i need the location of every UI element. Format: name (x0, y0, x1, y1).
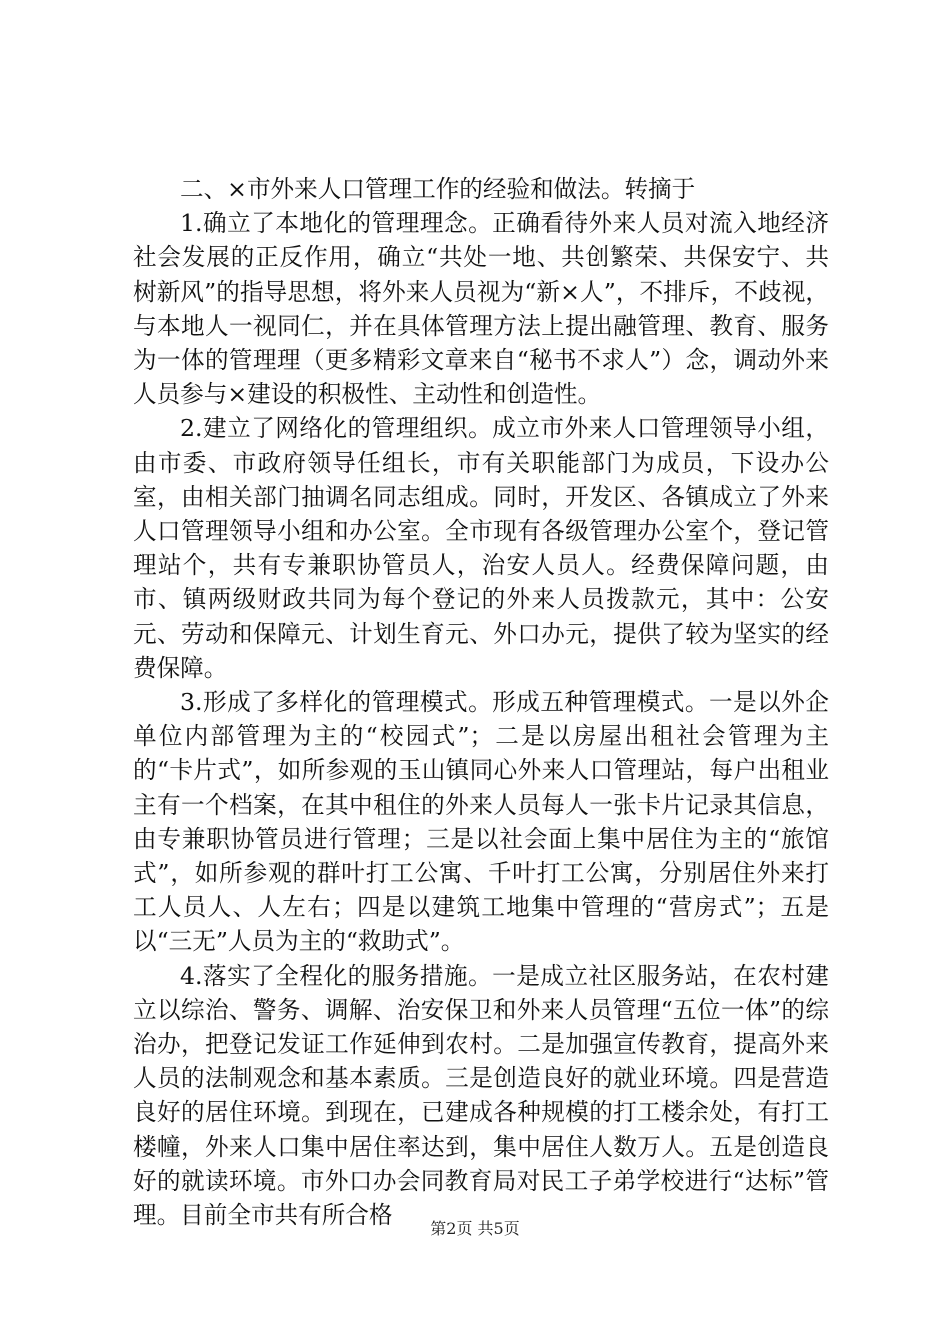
paragraph-2: 2.建立了网络化的管理组织。成立市外来人口管理领导小组，由市委、市政府领导任组长，市有关职能部门为成员，下设办公室，由相关部门抽调名同志组成。同时，开发区、各镇成立了外来人口管理领导小组和办公室。全市现有各级管理办公室个，登记管理站个，共有专兼职协管员人，治安人员人。经费保障问题，由市、镇两级财政共同为每个登记的外来人员拨款元，其中：公安元、劳动和保障元、计划生育元、外口办元，提供了较为坚实的经费保障。 (133, 414, 829, 682)
paragraph-4: 4.落实了全程化的服务措施。一是成立社区服务站，在农村建立以综治、警务、调解、治安保卫和外来人员管理“五位一体”的综治办，把登记发证工作延伸到农村。二是加强宣传教育，提高外来人员的法制观念和基本素质。三是创造良好的就业环境。四是营造良好的居住环境。到现在，已建成各种规模的打工楼余处，有打工楼幢，外来人口集中居住率达到，集中居住人数万人。五是创造良好的就读环境。市外口办会同教育局对民工子弟学校进行“达标”管理。目前全市共有所合格 (133, 961, 829, 1230)
paragraph-1: 1.确立了本地化的管理理念。正确看待外来人员对流入地经济社会发展的正反作用，确立“共处一地、共创繁荣、共保安宁、共树新风”的指导思想，将外来人员视为“新×人”，不排斥，不歧视，与本地人一视同仁，并在具体管理方法上提出融管理、教育、服务为一体的管理理（更多精彩文章来自“秘书不求人”）念，调动外来人员参与×建设的积极性、主动性和创造性。 (133, 209, 829, 409)
page-footer: 第2页 共5页 (430, 1219, 520, 1238)
paragraph-3: 3.形成了多样化的管理模式。形成五种管理模式。一是以外企单位内部管理为主的“校园式”；二是以房屋出租社会管理为主的“卡片式”，如所参观的玉山镇同心外来人口管理站，每户出租业主有一个档案，在其中租住的外来人员每人一张卡片记录其信息，由专兼职协管员进行管理；三是以社会面上集中居住为主的“旅馆式”，如所参观的群叶打工公寓、千叶打工公寓，分别居住外来打工人员人、人左右；四是以建筑工地集中管理的“营房式”；五是以“三无”人员为主的“救助式”。 (133, 688, 829, 956)
section-heading: 二、×市外来人口管理工作的经验和做法。转摘于 (180, 175, 696, 203)
document-body (133, 172, 829, 1232)
